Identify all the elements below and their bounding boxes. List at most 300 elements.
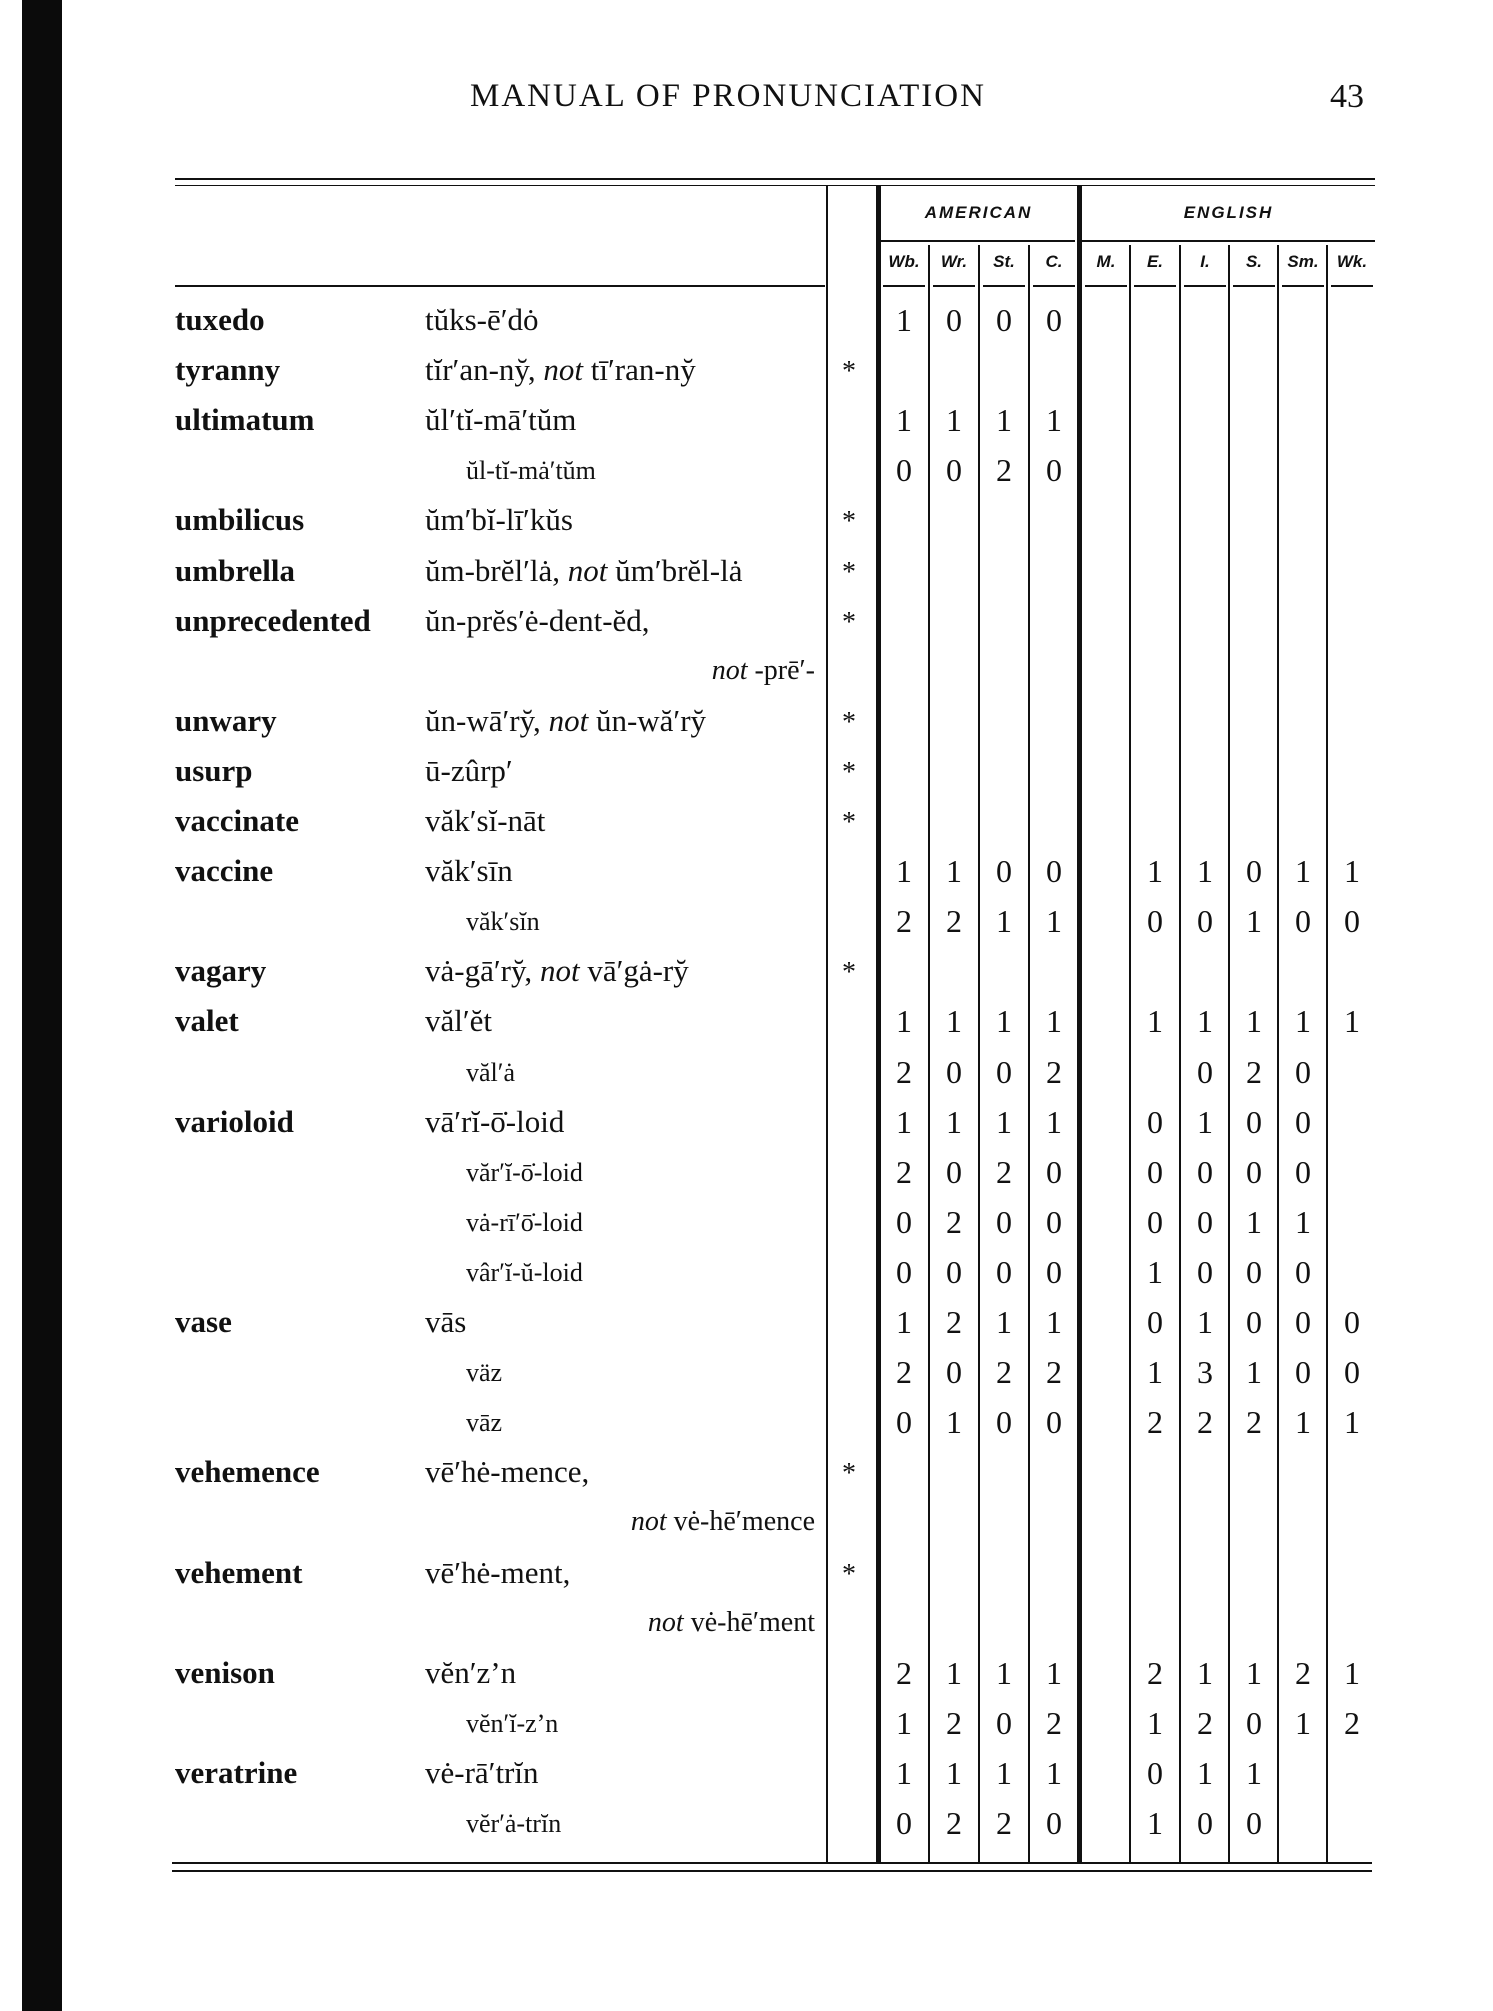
authority-count: 1 xyxy=(1246,1203,1262,1240)
authority-count: 1 xyxy=(896,1003,912,1040)
authority-count: 1 xyxy=(896,402,912,439)
authority-count: 1 xyxy=(996,402,1012,439)
pronunciation xyxy=(466,1709,558,1739)
authority-count: 1 xyxy=(1197,853,1213,890)
authority-count: 0 xyxy=(996,1253,1012,1290)
authority-count: 1 xyxy=(1197,1103,1213,1140)
pronunciation-text: văl′ȧ xyxy=(466,1057,515,1087)
authority-count: 0 xyxy=(1147,903,1163,940)
authority-count: 0 xyxy=(1046,1203,1062,1240)
pronunciation xyxy=(648,1607,815,1639)
authority-count: 2 xyxy=(896,903,912,940)
table-row xyxy=(0,452,1493,502)
not-label: not xyxy=(539,953,580,989)
table-row xyxy=(0,703,1493,753)
authority-count: 0 xyxy=(1295,1253,1311,1290)
authority-count: 1 xyxy=(1295,1203,1311,1240)
table-row xyxy=(0,1555,1493,1605)
authority-count: 1 xyxy=(996,1754,1012,1791)
authority-count: 1 xyxy=(1147,1003,1163,1040)
column-underline xyxy=(1033,285,1075,287)
pronunciation-text: vāz xyxy=(466,1408,503,1438)
authority-count: 0 xyxy=(996,1203,1012,1240)
pronunciation-text: vė-rā′trĭn xyxy=(425,1754,539,1790)
column-header: Wb. xyxy=(888,252,920,271)
authority-count: 0 xyxy=(996,1053,1012,1090)
column-header: C. xyxy=(1045,252,1063,271)
headword: vagary xyxy=(175,953,267,989)
authority-count: 0 xyxy=(996,853,1012,890)
authority-count: 1 xyxy=(896,853,912,890)
pronunciation xyxy=(425,803,545,839)
pronunciation xyxy=(425,402,576,438)
authority-count: 2 xyxy=(896,1053,912,1090)
headword: unprecedented xyxy=(175,602,371,638)
pronunciation-text: vȧ-gā′ry̆, xyxy=(425,953,533,989)
not-label: not xyxy=(711,654,748,686)
table-row xyxy=(0,1154,1493,1204)
authority-count: 2 xyxy=(896,1354,912,1391)
pronunciation-text: ŭn-prĕs′ė-dent-ĕd, xyxy=(425,602,650,638)
authority-count: 1 xyxy=(1246,1354,1262,1391)
table-row xyxy=(0,1003,1493,1053)
pronunciation xyxy=(425,753,513,789)
authority-count: 1 xyxy=(946,1003,962,1040)
pronunciation xyxy=(425,1655,516,1691)
table-row xyxy=(0,302,1493,352)
preferred-marker-asterisk: * xyxy=(842,1458,856,1490)
authority-count: 1 xyxy=(1246,903,1262,940)
authority-count: 0 xyxy=(1246,1253,1262,1290)
table-row xyxy=(0,1404,1493,1454)
authority-count: 1 xyxy=(996,1304,1012,1340)
authority-count: 2 xyxy=(946,1704,962,1741)
pronunciation-text: văk′sĭn xyxy=(466,907,540,937)
authority-count: 2 xyxy=(996,1805,1012,1841)
authority-count: 0 xyxy=(896,1203,912,1240)
table-row xyxy=(0,1655,1493,1705)
authority-count: 0 xyxy=(1197,1203,1213,1240)
alternate-pronunciation: ŭm′brĕl-lȧ xyxy=(615,552,743,588)
not-label: not xyxy=(630,1506,667,1538)
table-row xyxy=(0,553,1493,603)
authority-count: 1 xyxy=(1344,1404,1360,1441)
authority-count: 0 xyxy=(1295,903,1311,940)
table-row xyxy=(0,402,1493,452)
headword: vaccinate xyxy=(175,803,299,838)
authority-count: 2 xyxy=(1147,1654,1163,1691)
authority-count: 2 xyxy=(1344,1704,1360,1741)
pronunciation-text: vâr′ĭ-ŭ-loid xyxy=(466,1257,583,1287)
authority-count: 0 xyxy=(1246,853,1262,890)
authority-count: 1 xyxy=(1046,1754,1062,1791)
preferred-marker-asterisk: * xyxy=(842,606,856,638)
pronunciation xyxy=(466,1158,583,1188)
authority-count: 0 xyxy=(1295,1304,1311,1340)
headword: umbrella xyxy=(175,552,295,588)
authority-count: 1 xyxy=(1344,853,1360,890)
authority-count: 2 xyxy=(946,903,962,940)
authority-count: 2 xyxy=(946,1805,962,1841)
pronunciation xyxy=(425,1104,564,1140)
authority-count: 2 xyxy=(1046,1354,1062,1391)
authority-count: 0 xyxy=(1046,302,1062,338)
authority-count: 2 xyxy=(1046,1053,1062,1090)
authority-count: 0 xyxy=(1197,1805,1213,1841)
not-label: not xyxy=(548,702,589,738)
pronunciation xyxy=(712,655,815,687)
authority-count: 0 xyxy=(946,1053,962,1090)
authority-count: 0 xyxy=(1046,1805,1062,1841)
authority-count: 0 xyxy=(1147,1754,1163,1791)
authority-count: 1 xyxy=(1046,903,1062,940)
headword: vase xyxy=(175,1304,232,1339)
authority-count: 1 xyxy=(996,1654,1012,1691)
headword: veratrine xyxy=(175,1754,298,1790)
authority-count: 0 xyxy=(1046,1253,1062,1290)
authority-count: 0 xyxy=(1147,1153,1163,1190)
authority-count: 1 xyxy=(1197,1754,1213,1791)
bottom-rule xyxy=(172,1862,1372,1864)
group-english: ENGLISH xyxy=(1183,203,1274,222)
authority-count: 0 xyxy=(946,1153,962,1190)
authority-count: 0 xyxy=(1147,1304,1163,1340)
authority-count: 0 xyxy=(896,1805,912,1841)
pronunciation-text: văk′sĭ-nāt xyxy=(425,803,546,838)
authority-count: 0 xyxy=(996,1404,1012,1441)
authority-count: 0 xyxy=(1046,452,1062,489)
column-header: I. xyxy=(1200,252,1210,271)
authority-count: 1 xyxy=(1046,1103,1062,1140)
authority-count: 2 xyxy=(1147,1404,1163,1441)
pronunciation-text: văl′ĕt xyxy=(425,1003,493,1039)
authority-count: 0 xyxy=(1246,1103,1262,1140)
authority-count: 1 xyxy=(1246,1003,1262,1040)
american-rule xyxy=(880,240,1075,242)
pronunciation xyxy=(425,853,513,889)
pronunciation xyxy=(425,1755,539,1791)
pronunciation xyxy=(466,1058,515,1088)
authority-count: 1 xyxy=(946,1654,962,1691)
authority-count: 2 xyxy=(996,1354,1012,1391)
pronunciation xyxy=(425,352,696,388)
preferred-marker-asterisk: * xyxy=(842,556,856,588)
authority-count: 2 xyxy=(946,1304,962,1340)
preferred-marker-asterisk: * xyxy=(842,957,856,989)
column-underline xyxy=(1282,285,1324,287)
pronunciation xyxy=(425,1454,589,1490)
authority-count: 1 xyxy=(1147,1253,1163,1290)
authority-count: 1 xyxy=(1295,1003,1311,1040)
authority-count: 2 xyxy=(1197,1404,1213,1441)
table-row xyxy=(0,1504,1493,1554)
authority-count: 0 xyxy=(1344,1304,1360,1340)
column-header: E. xyxy=(1146,252,1164,271)
table-row xyxy=(0,1705,1493,1755)
authority-count: 1 xyxy=(946,402,962,439)
authority-count: 2 xyxy=(1246,1053,1262,1090)
headword: tuxedo xyxy=(175,302,265,337)
alternate-pronunciation: ŭn-wă′ry̆ xyxy=(595,702,707,738)
pronunciation-text: vĕn′ĭ-z’n xyxy=(466,1708,559,1738)
authority-count: 0 xyxy=(1197,1053,1213,1090)
table-row xyxy=(0,803,1493,853)
table-row xyxy=(0,352,1493,402)
pronunciation-text: vē′hė-ment, xyxy=(425,1554,571,1590)
headword: venison xyxy=(175,1654,275,1690)
authority-count: 0 xyxy=(1295,1053,1311,1090)
authority-count: 2 xyxy=(996,1153,1012,1190)
authority-count: 1 xyxy=(1046,1003,1062,1040)
pronunciation xyxy=(425,302,539,338)
alternate-pronunciation: tī′ran-ny̆ xyxy=(590,352,696,388)
pronunciation xyxy=(466,1358,502,1388)
pronunciation xyxy=(466,1408,502,1438)
authority-count: 1 xyxy=(946,1103,962,1140)
authority-count: 0 xyxy=(1046,1404,1062,1441)
table-row xyxy=(0,903,1493,953)
preferred-marker-asterisk: * xyxy=(842,1558,856,1590)
table-row xyxy=(0,753,1493,803)
preferred-marker-asterisk: * xyxy=(842,706,856,738)
column-header: Sm. xyxy=(1287,252,1319,271)
headword: tyranny xyxy=(175,352,281,388)
preferred-marker-asterisk: * xyxy=(842,756,856,788)
group-american: AMERICAN xyxy=(924,203,1033,222)
column-underline xyxy=(1085,285,1127,287)
alternate-pronunciation: vė-hē′ment xyxy=(690,1606,815,1638)
pronunciation xyxy=(425,1003,492,1039)
headword: usurp xyxy=(175,752,253,788)
authority-count: 1 xyxy=(946,1754,962,1791)
table-row xyxy=(0,1304,1493,1354)
authority-count: 0 xyxy=(1197,1253,1213,1290)
authority-count: 1 xyxy=(1197,1003,1213,1040)
column-underline xyxy=(1134,285,1176,287)
authority-count: 0 xyxy=(946,1354,962,1391)
headword: ultimatum xyxy=(175,402,315,438)
table-row xyxy=(0,1054,1493,1104)
pronunciation-text: ŭm′bĭ-lī′kŭs xyxy=(425,502,573,538)
column-header: Wk. xyxy=(1336,252,1368,271)
authority-count: 1 xyxy=(1295,1704,1311,1741)
authority-count: 0 xyxy=(996,302,1012,338)
table-row xyxy=(0,1454,1493,1504)
page-number: 43 xyxy=(1330,78,1364,115)
authority-count: 1 xyxy=(1197,1304,1213,1340)
alternate-pronunciation: vā′gȧ-ry̆ xyxy=(587,953,689,989)
headword: valet xyxy=(175,1003,239,1039)
running-head: MANUAL OF PRONUNCIATION xyxy=(470,78,986,114)
pronunciation-text: ŭm-brĕl′lȧ, xyxy=(425,552,561,588)
pronunciation xyxy=(466,1208,583,1238)
alternate-pronunciation: -prē′- xyxy=(754,654,815,686)
table-row xyxy=(0,1805,1493,1855)
headword: varioloid xyxy=(175,1103,294,1139)
headword: unwary xyxy=(175,702,277,738)
authority-count: 1 xyxy=(996,1103,1012,1140)
pronunciation xyxy=(466,907,540,937)
authority-count: 2 xyxy=(1295,1654,1311,1691)
authority-count: 0 xyxy=(1295,1103,1311,1140)
pronunciation-text: vās xyxy=(425,1304,467,1339)
authority-count: 1 xyxy=(896,1754,912,1791)
authority-count: 0 xyxy=(1046,853,1062,890)
authority-count: 1 xyxy=(1295,1404,1311,1441)
authority-count: 2 xyxy=(1246,1404,1262,1441)
authority-count: 1 xyxy=(896,1103,912,1140)
authority-count: 0 xyxy=(1246,1805,1262,1841)
table-row xyxy=(0,603,1493,653)
pronunciation xyxy=(425,953,689,989)
preferred-marker-asterisk: * xyxy=(842,807,856,838)
pronunciation xyxy=(425,1304,466,1340)
authority-count: 1 xyxy=(1147,1805,1163,1841)
authority-count: 0 xyxy=(896,452,912,489)
alternate-pronunciation: vė-hē′mence xyxy=(673,1506,815,1538)
pronunciation-text: vĕn′z’n xyxy=(425,1654,517,1690)
pronunciation-text: vā′rĭ-ō̇-loid xyxy=(425,1103,565,1139)
pronunciation-text: vē′hė-mence, xyxy=(425,1454,590,1490)
pronunciation-text: vȧ-rī′ō̇-loid xyxy=(466,1207,583,1237)
authority-count: 2 xyxy=(896,1654,912,1691)
authority-count: 1 xyxy=(946,853,962,890)
authority-count: 1 xyxy=(1344,1003,1360,1040)
not-label: not xyxy=(647,1606,684,1638)
table-row xyxy=(0,1104,1493,1154)
authority-count: 1 xyxy=(1295,853,1311,890)
column-underline xyxy=(983,285,1025,287)
authority-count: 1 xyxy=(896,1704,912,1741)
column-header: St. xyxy=(993,252,1015,271)
authority-count: 3 xyxy=(1197,1354,1213,1391)
pronunciation-text: tĭr′an-ny̆, xyxy=(425,352,536,388)
authority-count: 0 xyxy=(1246,1153,1262,1190)
authority-count: 2 xyxy=(1197,1704,1213,1741)
column-header: Wr. xyxy=(940,252,968,271)
authority-count: 0 xyxy=(896,1253,912,1290)
pronunciation xyxy=(425,703,706,739)
bottom-rule-2 xyxy=(172,1870,1372,1872)
header-rule xyxy=(175,285,825,287)
pronunciation-text: ŭl′tĭ-mā′tŭm xyxy=(425,402,577,438)
authority-count: 1 xyxy=(1246,1654,1262,1691)
authority-count: 0 xyxy=(1147,1103,1163,1140)
pronunciation-text: ŭl-tĭ-mȧ′tŭm xyxy=(466,456,596,486)
not-label: not xyxy=(567,552,608,588)
authority-count: 0 xyxy=(946,452,962,489)
preferred-marker-asterisk: * xyxy=(842,506,856,538)
column-header: S. xyxy=(1245,252,1263,271)
authority-count: 1 xyxy=(996,903,1012,940)
table-row xyxy=(0,1755,1493,1805)
column-header: M. xyxy=(1096,252,1116,271)
authority-count: 0 xyxy=(946,302,962,338)
authority-count: 2 xyxy=(896,1153,912,1190)
table-row xyxy=(0,1204,1493,1254)
table-row xyxy=(0,1254,1493,1304)
table-row xyxy=(0,653,1493,703)
headword: umbilicus xyxy=(175,502,305,538)
column-underline xyxy=(883,285,925,287)
pronunciation xyxy=(425,553,742,589)
authority-count: 1 xyxy=(1147,1704,1163,1741)
pronunciation-text: väz xyxy=(466,1358,503,1388)
pronunciation-text: vĕr′ȧ-trĭn xyxy=(466,1809,562,1838)
column-underline xyxy=(1331,285,1373,287)
authority-count: 0 xyxy=(1197,903,1213,940)
pronunciation-text: ū-zûrp′ xyxy=(425,752,513,788)
authority-count: 2 xyxy=(1046,1704,1062,1741)
authority-count: 0 xyxy=(1246,1704,1262,1741)
headword: vehemence xyxy=(175,1454,320,1490)
authority-count: 1 xyxy=(1147,1354,1163,1391)
pronunciation xyxy=(425,603,650,639)
authority-count: 1 xyxy=(996,1003,1012,1040)
column-underline xyxy=(1233,285,1275,287)
authority-count: 2 xyxy=(996,452,1012,489)
preferred-marker-asterisk: * xyxy=(842,356,856,388)
column-underline xyxy=(1184,285,1226,287)
authority-count: 1 xyxy=(1197,1654,1213,1691)
pronunciation xyxy=(425,1555,570,1591)
authority-count: 0 xyxy=(1046,1153,1062,1190)
column-underline xyxy=(933,285,975,287)
pronunciation xyxy=(466,1258,583,1288)
headword: vaccine xyxy=(175,853,274,889)
authority-count: 0 xyxy=(1344,1354,1360,1391)
authority-count: 1 xyxy=(1046,1304,1062,1340)
authority-count: 0 xyxy=(996,1704,1012,1741)
table-row xyxy=(0,853,1493,903)
table-row xyxy=(0,1605,1493,1655)
top-rule xyxy=(175,178,1375,180)
authority-count: 1 xyxy=(1046,1654,1062,1691)
authority-count: 1 xyxy=(1344,1654,1360,1691)
authority-count: 1 xyxy=(896,302,912,338)
authority-count: 0 xyxy=(1295,1354,1311,1391)
authority-count: 2 xyxy=(946,1203,962,1240)
table-row xyxy=(0,1354,1493,1404)
authority-count: 0 xyxy=(1295,1153,1311,1190)
table-row xyxy=(0,953,1493,1003)
authority-count: 1 xyxy=(1246,1754,1262,1791)
authority-count: 0 xyxy=(1246,1304,1262,1340)
authority-count: 0 xyxy=(896,1404,912,1441)
pronunciation-text: văk′sīn xyxy=(425,853,513,889)
authority-count: 1 xyxy=(946,1404,962,1441)
pronunciation-text: văr′ĭ-ō̇-loid xyxy=(466,1157,583,1187)
authority-count: 1 xyxy=(896,1304,912,1340)
top-rule-thin xyxy=(175,185,1375,186)
pronunciation-text: ŭn-wā′ry̆, xyxy=(425,702,541,738)
authority-count: 0 xyxy=(1344,903,1360,940)
authority-count: 1 xyxy=(1046,402,1062,439)
authority-count: 0 xyxy=(1147,1203,1163,1240)
not-label: not xyxy=(543,352,584,388)
authority-count: 1 xyxy=(1147,853,1163,890)
authority-count: 0 xyxy=(946,1253,962,1290)
authority-count: 0 xyxy=(1197,1153,1213,1190)
pronunciation xyxy=(631,1506,815,1538)
pronunciation xyxy=(425,502,573,538)
english-rule xyxy=(1082,240,1375,242)
pronunciation xyxy=(466,456,596,486)
headword: vehement xyxy=(175,1554,303,1590)
pronunciation-text: tŭks-ē′dȯ xyxy=(425,302,539,337)
table-row xyxy=(0,502,1493,552)
pronunciation xyxy=(466,1809,561,1839)
